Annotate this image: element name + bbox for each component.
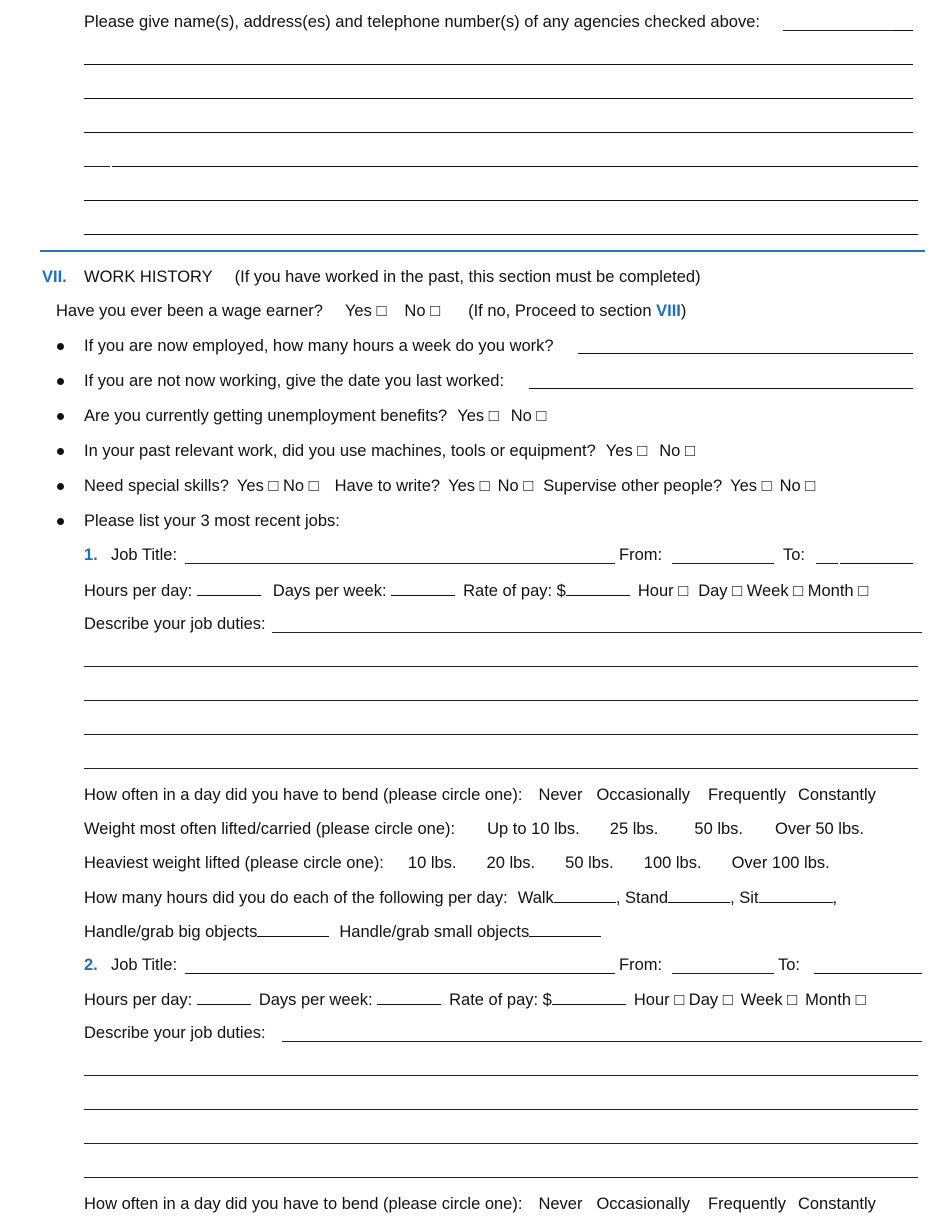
job2-day-label: Day: [688, 991, 719, 1009]
job1-duties-line-2[interactable]: [84, 700, 918, 701]
job2-duties-line-1[interactable]: [84, 1075, 918, 1076]
supervise-yes-label: Yes: [730, 477, 758, 495]
agencies-line-4-lead[interactable]: [84, 166, 110, 167]
job2-from-label: From:: [619, 956, 663, 974]
supervise-question: Supervise other people?: [543, 477, 723, 495]
job2-pay-row: [84, 989, 866, 1010]
agencies-inline-blank[interactable]: [783, 30, 893, 31]
bullet-dot: [57, 518, 64, 525]
job2-day-checkbox[interactable]: □: [722, 991, 733, 1009]
job1-pay-row: [84, 580, 868, 601]
job1-to-field[interactable]: [840, 563, 913, 564]
bullet-dot: [57, 448, 64, 455]
job1-weight-often-over50[interactable]: Over 50 lbs.: [775, 820, 864, 838]
section-number-label: VII.: [42, 268, 67, 286]
job1-heaviest-10[interactable]: 10 lbs.: [407, 854, 457, 872]
job1-weight-often-row: [84, 819, 864, 839]
unemployment-yes-checkbox[interactable]: □: [488, 407, 499, 425]
job2-hour-checkbox[interactable]: □: [674, 991, 685, 1009]
skills-yes-label: Yes: [236, 477, 264, 495]
job1-bend-occasionally[interactable]: Occasionally: [596, 786, 690, 804]
job2-from-field[interactable]: [672, 973, 774, 974]
wage-no-checkbox[interactable]: □: [430, 302, 441, 320]
machines-yes-checkbox[interactable]: □: [637, 442, 648, 460]
job1-duties-label: Describe your job duties:: [84, 615, 266, 633]
job2-hours-label: Hours per day:: [84, 991, 193, 1009]
job2-number: [84, 955, 98, 975]
agencies-line-3[interactable]: [84, 132, 913, 133]
bullet-dot: [57, 413, 64, 420]
job1-heaviest-20[interactable]: 20 lbs.: [486, 854, 536, 872]
job1-hours-each-question: How many hours did you do each of the following per day:: [84, 889, 508, 907]
wage-yes-label: Yes: [344, 302, 372, 320]
agencies-prompt: Please give name(s), address(es) and telephone number(s) of any agencies checked above:: [84, 13, 760, 31]
job1-days-label: Days per week:: [272, 582, 387, 600]
job1-heaviest-50[interactable]: 50 lbs.: [565, 854, 614, 872]
job1-hours-label: Hours per day:: [84, 582, 193, 600]
job2-duties-line-4[interactable]: [84, 1177, 918, 1178]
job1-weight-often-25[interactable]: 25 lbs.: [609, 820, 659, 838]
job2-bend-occasionally[interactable]: Occasionally: [596, 1195, 690, 1213]
job1-duties-line-1[interactable]: [84, 666, 918, 667]
supervise-no-label: No: [779, 477, 801, 495]
job2-bend-constantly[interactable]: Constantly: [797, 1195, 876, 1213]
job1-number-label: 1.: [84, 546, 98, 564]
job1-title-field[interactable]: [185, 563, 615, 564]
job2-bend-question: How often in a day did you have to bend (please circle one):: [84, 1195, 523, 1213]
write-question: Have to write?: [334, 477, 441, 495]
job1-duties-line-3[interactable]: [84, 734, 918, 735]
job1-hour-label: Hour: [637, 582, 674, 600]
write-no-label: No: [497, 477, 519, 495]
skills-yes-checkbox[interactable]: □: [268, 477, 279, 495]
job1-number: [84, 545, 98, 565]
unemployment-row: [84, 406, 546, 426]
job1-walk-field[interactable]: [554, 887, 616, 903]
job2-bend-frequently[interactable]: Frequently: [708, 1195, 786, 1213]
bullet-dot: [57, 378, 64, 385]
job1-month-label: Month: [807, 582, 854, 600]
job2-week-label: Week: [740, 991, 783, 1009]
agencies-line-5[interactable]: [84, 200, 918, 201]
job1-hour-checkbox[interactable]: □: [678, 582, 689, 600]
machines-no-label: No: [659, 442, 681, 460]
job1-duties-field[interactable]: [272, 632, 922, 633]
agencies-line-2[interactable]: [84, 98, 913, 99]
skills-question: Need special skills?: [84, 477, 229, 495]
not-working-question: If you are not now working, give the date you last worked:: [84, 372, 505, 390]
job2-week-checkbox[interactable]: □: [787, 991, 798, 1009]
unemployment-no-checkbox[interactable]: □: [536, 407, 547, 425]
job1-heaviest-over100[interactable]: Over 100 lbs.: [731, 854, 830, 872]
employed-question: If you are now employed, how many hours a week do you work?: [84, 337, 554, 355]
job1-day-label: Day: [698, 582, 728, 600]
proceed-note-close: ): [680, 302, 687, 320]
list-jobs-instruction: Please list your 3 most recent jobs:: [84, 512, 340, 530]
job2-to-field[interactable]: [814, 973, 922, 974]
section-title-row: [84, 267, 701, 287]
job1-hours-each-row: How many hours did you do each of the following per day: Walk , Stand , Sit ,: [84, 889, 838, 907]
job2-number-label: 2.: [84, 956, 98, 974]
bullet-dot: [57, 343, 64, 350]
job2-hours-field[interactable]: [197, 989, 251, 1005]
job2-to-label: To:: [778, 956, 801, 974]
job1-month-checkbox[interactable]: □: [858, 582, 869, 600]
job1-rate-field[interactable]: [566, 580, 630, 596]
job2-bend-never[interactable]: Never: [538, 1195, 583, 1213]
job2-hour-label: Hour: [633, 991, 670, 1009]
job1-heaviest-row: [84, 853, 830, 873]
job1-weight-often-upto10[interactable]: Up to 10 lbs.: [487, 820, 580, 838]
wage-earner-question: Have you ever been a wage earner?: [56, 302, 323, 320]
job1-bend-question: How often in a day did you have to bend (please circle one):: [84, 786, 523, 804]
job1-from-label: From:: [619, 546, 663, 564]
job2-title-field[interactable]: [185, 973, 615, 974]
job2-duties-line-3[interactable]: [84, 1143, 918, 1144]
supervise-yes-checkbox[interactable]: □: [761, 477, 772, 495]
job1-objects-row: [84, 921, 601, 942]
job1-bend-never[interactable]: Never: [538, 786, 583, 804]
job1-to-label: To:: [783, 546, 806, 564]
job1-bend-constantly[interactable]: Constantly: [797, 786, 876, 804]
unemployment-question: Are you currently getting unemployment benefits?: [84, 407, 448, 425]
job2-rate-field[interactable]: [552, 989, 626, 1005]
job1-bend-frequently[interactable]: Frequently: [708, 786, 786, 804]
machines-row: [84, 441, 695, 461]
proceed-section-ref: VIII: [656, 302, 681, 320]
job1-day-checkbox[interactable]: □: [732, 582, 743, 600]
job1-big-objects-label: Handle/grab big objects: [84, 923, 258, 941]
skills-no-label: No: [282, 477, 305, 495]
job2-days-field[interactable]: [377, 989, 441, 1005]
bullet-dot: [57, 483, 64, 490]
job1-stand-field[interactable]: [668, 887, 730, 903]
machines-no-checkbox[interactable]: □: [684, 442, 695, 460]
job1-walk-label: Walk: [517, 889, 554, 907]
job1-week-label: Week: [746, 582, 789, 600]
machines-question: In your past relevant work, did you use machines, tools or equipment?: [84, 442, 596, 460]
job1-from-field[interactable]: [672, 563, 774, 564]
write-yes-label: Yes: [448, 477, 476, 495]
job1-heaviest-100[interactable]: 100 lbs.: [643, 854, 702, 872]
job1-sit-field[interactable]: [759, 887, 833, 903]
job2-days-label: Days per week:: [258, 991, 373, 1009]
job1-days-field[interactable]: [391, 580, 455, 596]
machines-yes-label: Yes: [605, 442, 633, 460]
agencies-inline-blank-end[interactable]: [893, 30, 913, 31]
skills-no-checkbox[interactable]: □: [308, 477, 319, 495]
wage-earner-row: [56, 301, 686, 321]
job2-month-checkbox[interactable]: □: [855, 991, 866, 1009]
job1-big-objects-field[interactable]: [257, 921, 329, 937]
job1-sit-label: Sit: [739, 889, 759, 907]
job1-bend-row: [84, 785, 876, 805]
last-worked-date-field[interactable]: [529, 388, 913, 389]
job2-month-label: Month: [805, 991, 851, 1009]
skills-row: [84, 476, 815, 496]
agencies-line-4[interactable]: [112, 166, 918, 167]
job2-bend-row: [84, 1194, 876, 1214]
agencies-line-6[interactable]: [84, 234, 918, 235]
section-subtitle: (If you have worked in the past, this section must be completed): [234, 268, 701, 286]
job2-title-label: Job Title:: [111, 956, 178, 974]
job2-duties-field[interactable]: [282, 1041, 922, 1042]
section-title: WORK HISTORY: [84, 268, 213, 286]
job1-rate-label: Rate of pay: $: [463, 582, 566, 600]
proceed-note: (If no, Proceed to section: [468, 302, 652, 320]
section-number: [42, 267, 67, 287]
job1-duties-line-4[interactable]: [84, 768, 918, 769]
job1-to-field-lead[interactable]: [816, 563, 838, 564]
write-no-checkbox[interactable]: □: [523, 477, 534, 495]
section-divider: [40, 250, 925, 252]
job1-small-objects-label: Handle/grab small objects: [339, 923, 530, 941]
employed-hours-field[interactable]: [578, 353, 913, 354]
job2-duties-label: Describe your job duties:: [84, 1024, 266, 1042]
job1-weight-often-question: Weight most often lifted/carried (please circle one):: [84, 820, 456, 838]
job2-duties-line-2[interactable]: [84, 1109, 918, 1110]
unemployment-yes-label: Yes: [457, 407, 485, 425]
job1-hours-field[interactable]: [197, 580, 261, 596]
job1-title-label: Job Title:: [111, 546, 178, 564]
job1-small-objects-field[interactable]: [529, 921, 601, 937]
job1-stand-label: Stand: [624, 889, 669, 907]
wage-yes-checkbox[interactable]: □: [376, 302, 387, 320]
job1-week-checkbox[interactable]: □: [793, 582, 804, 600]
supervise-no-checkbox[interactable]: □: [805, 477, 816, 495]
wage-no-label: No: [404, 302, 426, 320]
unemployment-no-label: No: [510, 407, 532, 425]
write-yes-checkbox[interactable]: □: [479, 477, 490, 495]
job1-weight-often-50[interactable]: 50 lbs.: [694, 820, 744, 838]
agencies-line-1[interactable]: [84, 64, 913, 65]
job1-heaviest-question: Heaviest weight lifted (please circle one):: [84, 854, 384, 872]
job2-rate-label: Rate of pay: $: [449, 991, 552, 1009]
